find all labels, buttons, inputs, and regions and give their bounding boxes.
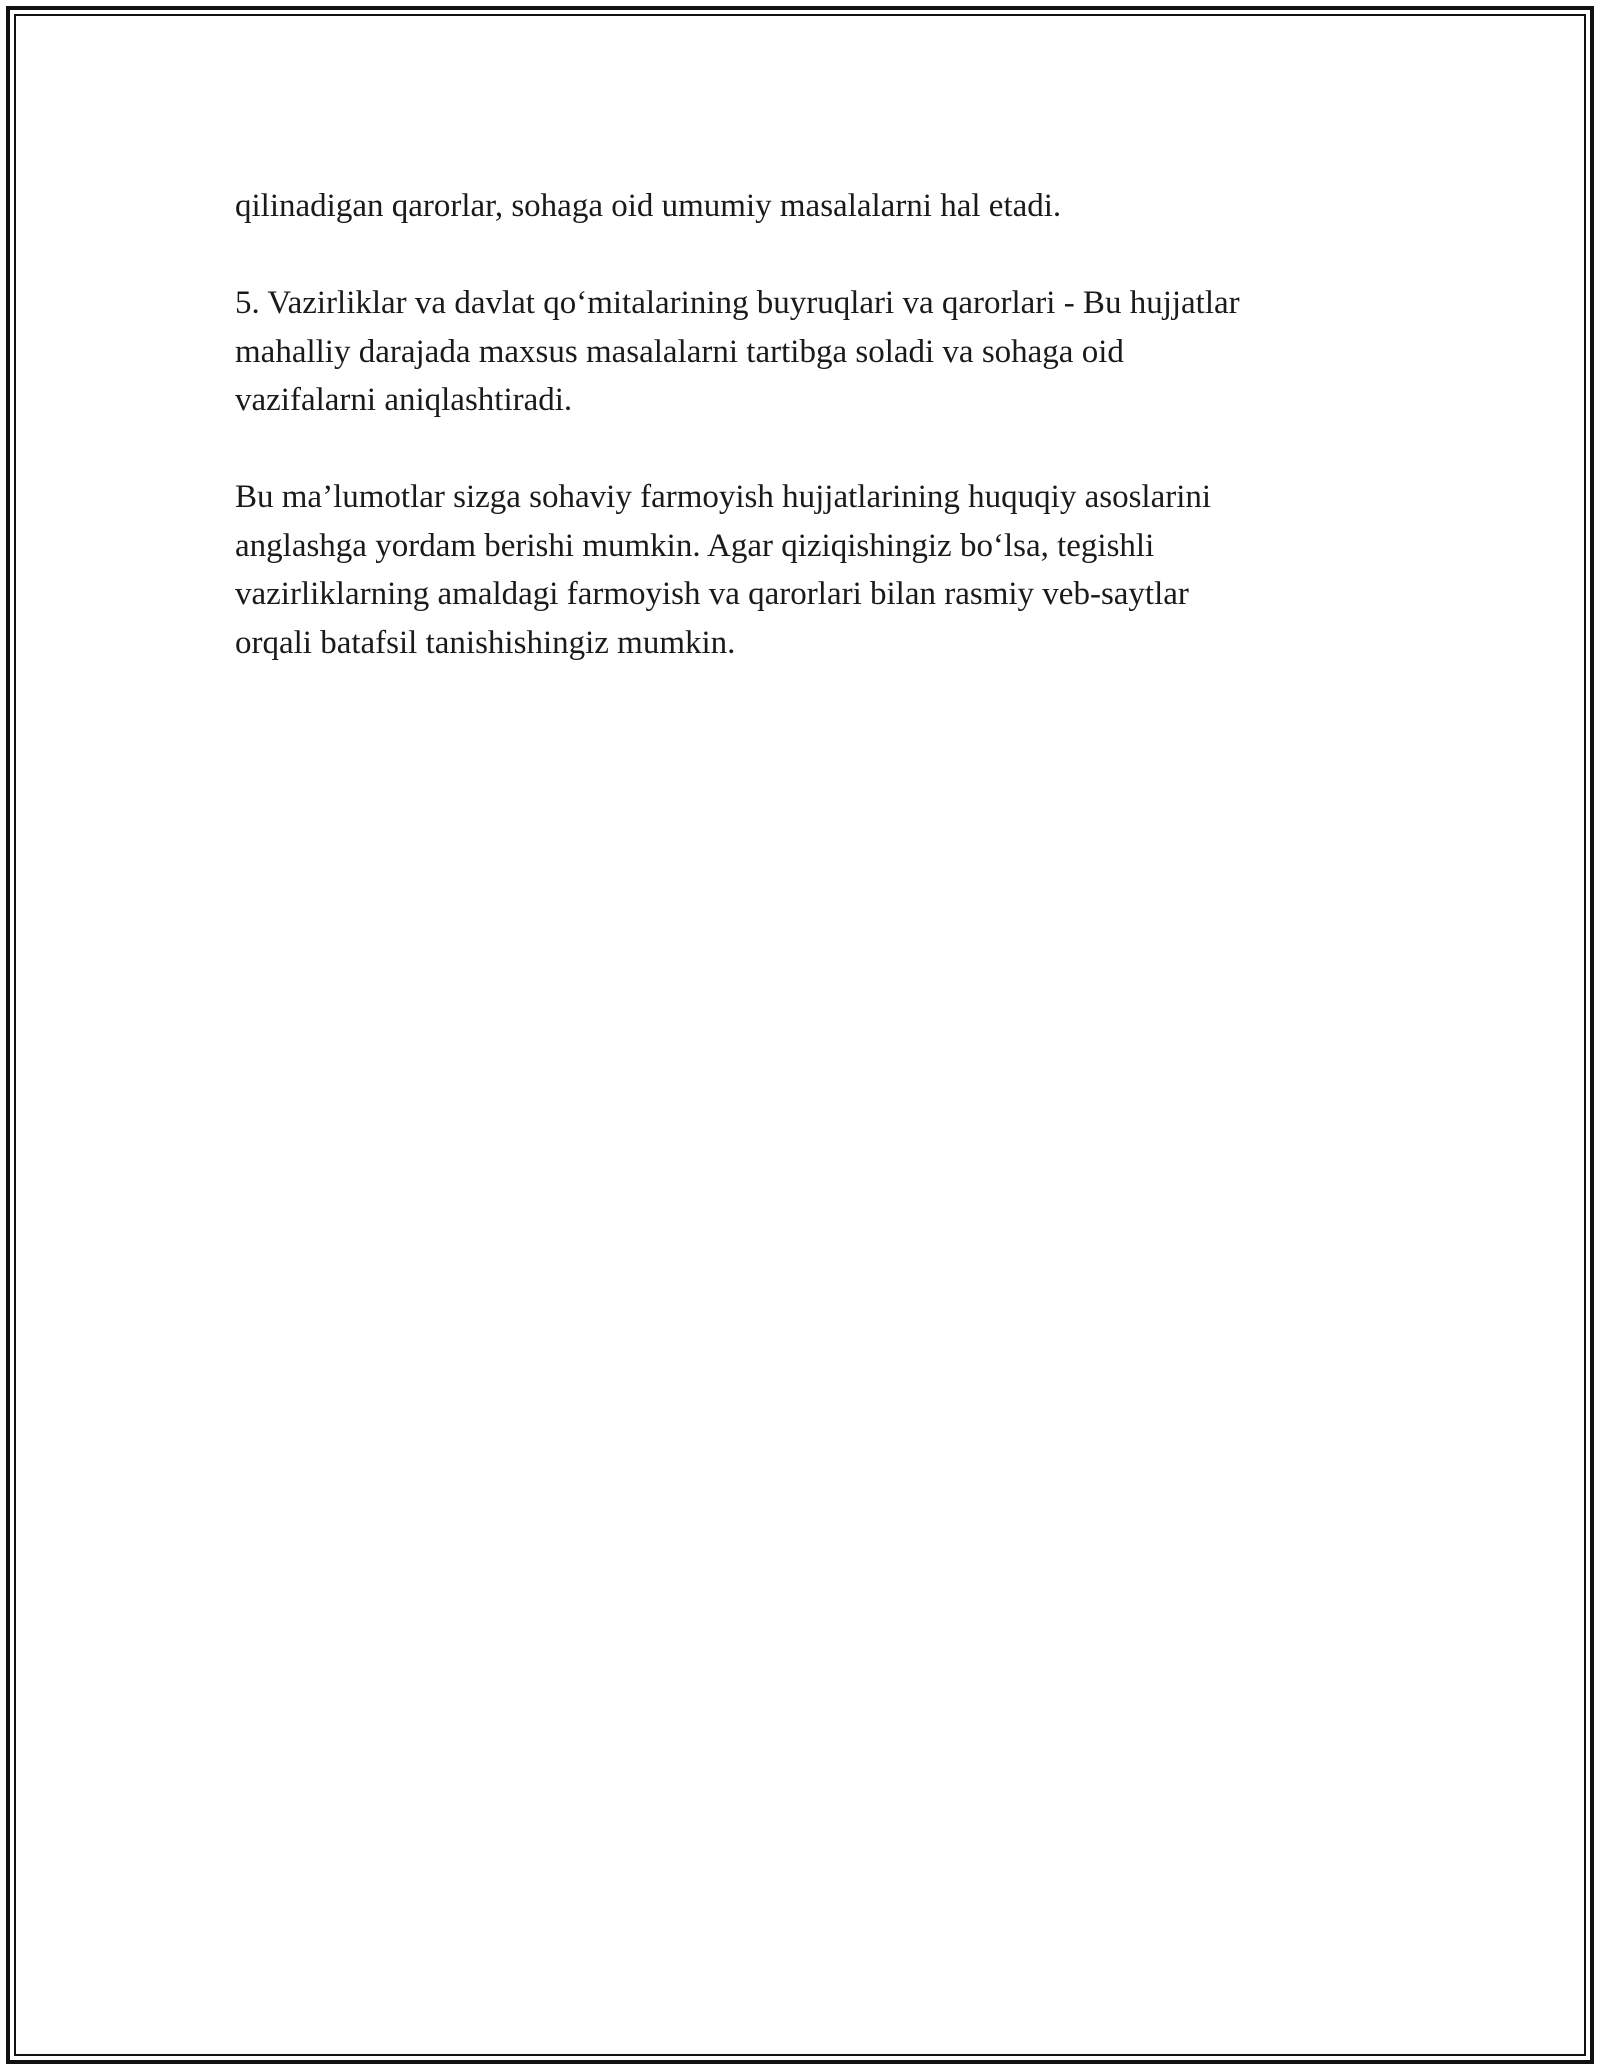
- paragraph-continuation: qilinadigan qarorlar, sohaga oid umumiy masalalarni hal etadi.: [235, 188, 1062, 224]
- paragraph-item-5: 5. Vazirliklar va davlat qo‘mitalarining buyruqlari va qarorlari - Bu hujjatlar mahalliy darajada maxsus masalalarni tartibga soladi va sohaga oid vazifalarni aniqlashtiradi.: [235, 285, 1240, 418]
- document-body: [235, 182, 1375, 716]
- paragraph-conclusion: Bu ma’lumotlar sizga sohaviy farmoyish hujjatlarining huquqiy asoslarini anglashga yordam berishi mumkin. Agar qiziqishingiz bo‘lsa, tegishli vazirliklarning amaldagi farmoyish va qarorlari bilan rasmiy veb-saytlar orqali batafsil tanishishingiz mumkin.: [235, 479, 1212, 661]
